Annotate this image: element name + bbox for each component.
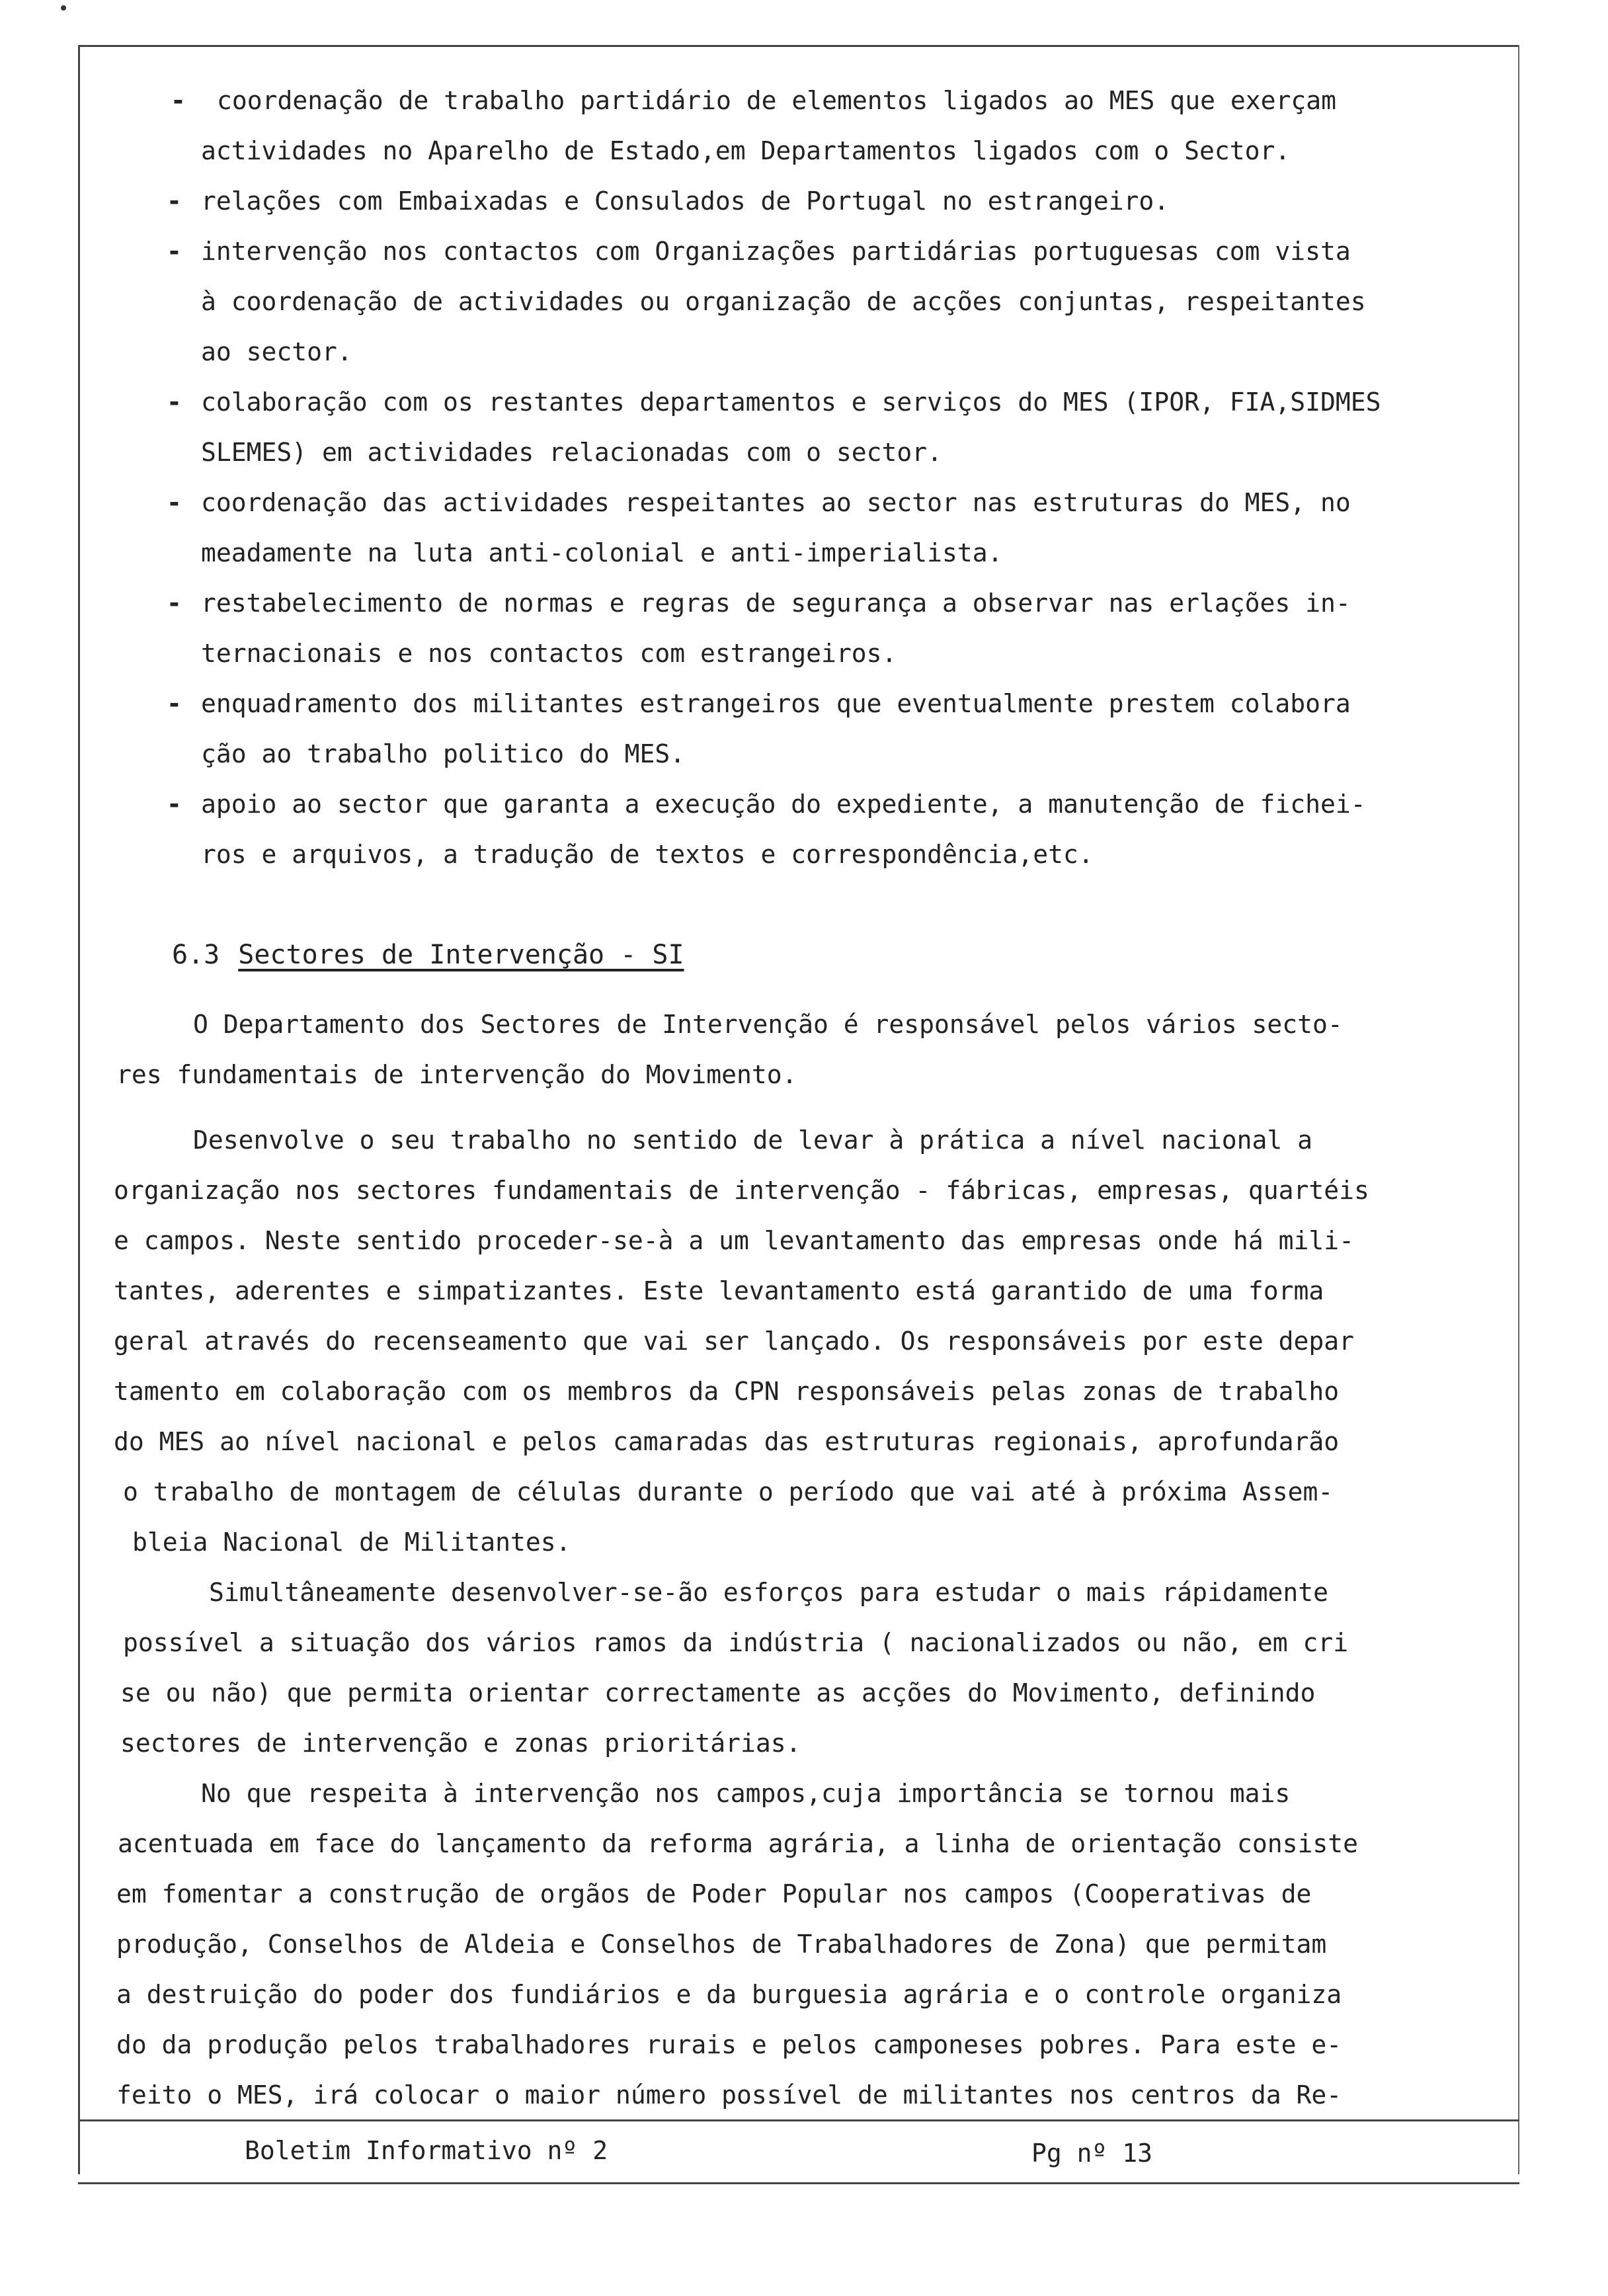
paragraph-line: bleia Nacional de Militantes. xyxy=(132,1528,571,1557)
paragraph-line: possível a situação dos vários ramos da indústria ( nacionalizados ou não, em cri xyxy=(123,1628,1349,1657)
paragraph-line: se ou não) que permita orientar correctamente as acções do Movimento, definindo xyxy=(120,1678,1316,1707)
paragraph-line: o trabalho de montagem de células durante o período que vai até à próxima Assem- xyxy=(123,1477,1334,1506)
bullet-line: à coordenação de actividades ou organização de acções conjuntas, respeitantes xyxy=(201,287,1366,316)
bullet-line: ros e arquivos, a tradução de textos e correspondência,etc. xyxy=(201,840,1094,869)
paragraph-line: e campos. Neste sentido proceder-se-à a um levantamento das empresas onde há mili- xyxy=(114,1226,1354,1255)
paragraph-line: do da produção pelos trabalhadores rurais e pelos camponeses pobres. Para este e- xyxy=(116,2030,1342,2059)
paragraph-line: produção, Conselhos de Aldeia e Conselhos de Trabalhadores de Zona) que permitam xyxy=(116,1930,1327,1959)
paragraph-line: O Departamento dos Sectores de Intervenção é responsável pelos vários secto- xyxy=(193,1010,1343,1039)
section-heading xyxy=(172,938,684,972)
footer-page-number: Pg nº 13 xyxy=(1031,2139,1153,2168)
bullet-dash: - xyxy=(167,186,182,216)
bullet-line: meadamente na luta anti-colonial e anti-imperialista. xyxy=(201,538,1003,567)
bullet-dash: - xyxy=(167,689,182,718)
paragraph-line: organização nos sectores fundamentais de intervenção - fábricas, empresas, quartéis xyxy=(114,1176,1369,1205)
bullet-line: coordenação das actividades respeitantes ao sector nas estruturas do MES, no xyxy=(201,488,1351,517)
paragraph-line: em fomentar a construção de orgãos de Poder Popular nos campos (Cooperativas de xyxy=(116,1879,1312,1908)
bullet-dash: - xyxy=(167,388,182,417)
bullet-line: coordenação de trabalho partidário de elementos ligados ao MES que exerçam xyxy=(217,86,1336,115)
paragraph-line: acentuada em face do lançamento da reforma agrária, a linha de orientação consiste xyxy=(118,1829,1358,1858)
bullet-line: intervenção nos contactos com Organizações partidárias portuguesas com vista xyxy=(201,237,1351,266)
paragraph-line: geral através do recenseamento que vai ser lançado. Os responsáveis por este depar xyxy=(114,1327,1354,1356)
bullet-dash: - xyxy=(167,790,182,819)
footer-top-rule xyxy=(78,2119,1519,2121)
paragraph-line: Desenvolve o seu trabalho no sentido de levar à prática a nível nacional a xyxy=(193,1126,1312,1155)
paragraph-line: feito o MES, irá colocar o maior número possível de militantes nos centros da Re- xyxy=(116,2080,1342,2110)
frame-top-rule xyxy=(78,45,1519,47)
section-number: 6.3 xyxy=(172,940,220,970)
bullet-line: SLEMES) em actividades relacionadas com o sector. xyxy=(201,438,943,467)
paragraph-line: do MES ao nível nacional e pelos camaradas das estruturas regionais, aprofundarão xyxy=(114,1427,1340,1456)
bullet-line: ternacionais e nos contactos com estrangeiros. xyxy=(201,639,897,668)
footer-bottom-rule xyxy=(78,2182,1519,2184)
bullet-line: colaboração com os restantes departamentos e serviços do MES (IPOR, FIA,SIDMES xyxy=(201,388,1381,417)
paragraph-line: res fundamentais de intervenção do Movimento. xyxy=(116,1060,797,1089)
bullet-line: apoio ao sector que garanta a execução do expediente, a manutenção de fichei- xyxy=(201,790,1366,819)
bullet-dash: - xyxy=(167,589,182,618)
paragraph-line: No que respeita à intervenção nos campos,cuja importância se tornou mais xyxy=(201,1779,1291,1808)
footer-bulletin-label: Boletim Informativo nº 2 xyxy=(245,2136,608,2165)
paragraph-line: Simultâneamente desenvolver-se-ão esforços para estudar o mais rápidamente xyxy=(209,1578,1328,1607)
frame-left-rule xyxy=(78,45,80,2174)
bullet-line: ao sector. xyxy=(201,337,352,366)
section-title: Sectores de Intervenção - SI xyxy=(238,940,684,970)
paragraph-line: a destruição do poder dos fundiários e da burguesia agrária e o controle organiza xyxy=(116,1980,1342,2009)
bullet-line: enquadramento dos militantes estrangeiros que eventualmente prestem colabora xyxy=(201,689,1351,718)
bullet-line: relações com Embaixadas e Consulados de Portugal no estrangeiro. xyxy=(201,186,1170,216)
paragraph-line: tantes, aderentes e simpatizantes. Este levantamento está garantido de uma forma xyxy=(114,1276,1324,1305)
bullet-line: actividades no Aparelho de Estado,em Departamentos ligados com o Sector. xyxy=(201,136,1291,165)
bullet-dash: - xyxy=(167,237,182,266)
bullet-line: restabelecimento de normas e regras de segurança a observar nas erlações in- xyxy=(201,589,1351,618)
paragraph-line: tamento em colaboração com os membros da CPN responsáveis pelas zonas de trabalho xyxy=(114,1377,1340,1406)
bullet-dash: - xyxy=(171,86,186,115)
paragraph-line: sectores de intervenção e zonas prioritárias. xyxy=(120,1729,801,1758)
bullet-line: ção ao trabalho politico do MES. xyxy=(201,739,686,768)
bullet-dash: - xyxy=(167,488,182,517)
corner-mark xyxy=(61,5,66,11)
frame-right-rule xyxy=(1518,45,1519,2174)
